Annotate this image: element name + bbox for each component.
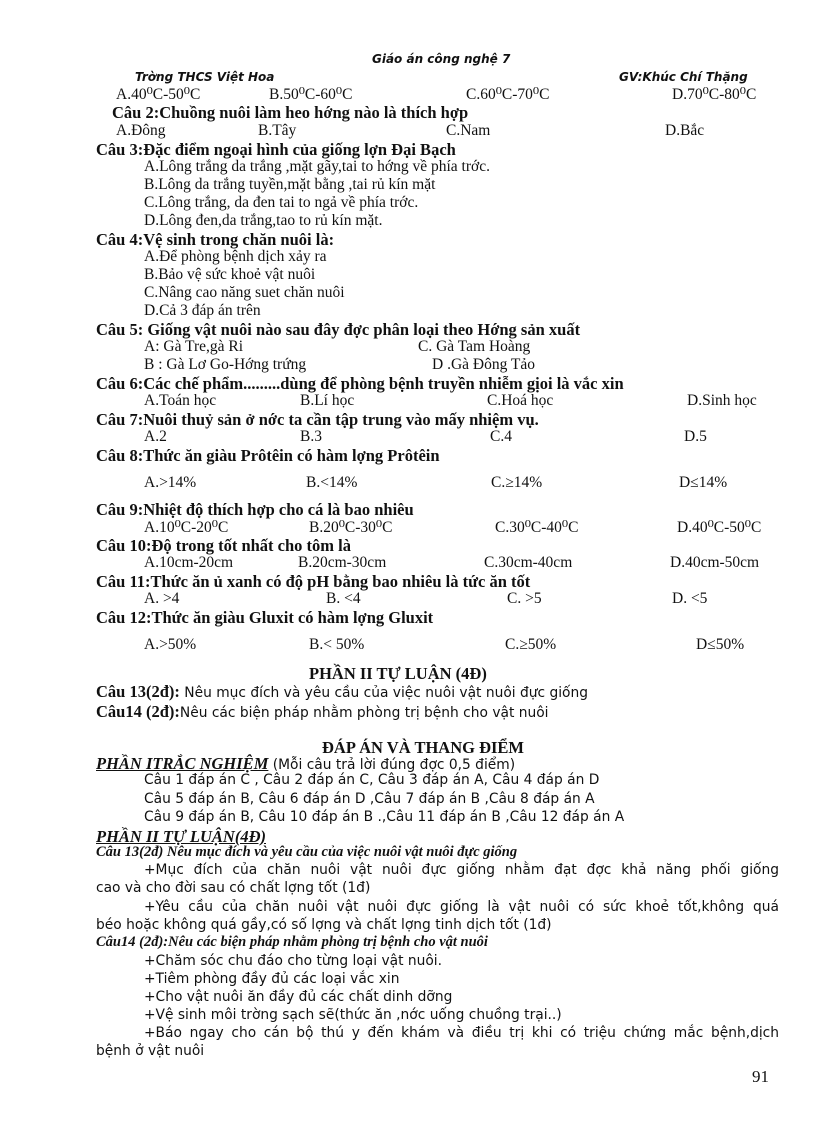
- answers-q13-heading: Câu 13(2đ) Nêu mục đích và yêu cầu của việc nuôi vật nuôi đực giống: [96, 844, 518, 860]
- q12-option-b: B.< 50%: [309, 636, 365, 653]
- q13-text: Nêu mục đích và yêu cầu của việc nuôi vật nuôi đực giống: [179, 685, 588, 701]
- answers-q14-item-4: +Vệ sinh môi trờng sạch sẽ(thức ăn ,nớc uống chuồng trại..): [144, 1007, 562, 1023]
- q2-option-b: B.Tây: [258, 122, 297, 139]
- q1-option-b: B.50⁰C-60⁰C: [269, 86, 353, 103]
- q3-option-d: D.Lông đen,da trắng,tao to rủ kín mặt.: [144, 212, 383, 229]
- q8-option-b: B.<14%: [306, 474, 358, 491]
- question-3: Câu 3:Đặc điểm ngoại hình của giống lợn Đại Bạch: [96, 140, 456, 159]
- answers-part1-line-1: Câu 1 đáp án C , Câu 2 đáp án C, Câu 3 đáp án A, Câu 4 đáp án D: [144, 772, 600, 788]
- q3-option-b: B.Lông da trắng tuyền,mặt bằng ,tai rủ kín mặt: [144, 176, 436, 193]
- q6-option-d: D.Sinh học: [687, 392, 757, 409]
- q10-option-a: A.10cm-20cm: [144, 554, 234, 571]
- answers-part2-label: PHẦN II TỰ LUẬN(4Đ): [96, 827, 266, 846]
- q11-option-d: D. <5: [672, 590, 708, 607]
- q13-label: Câu 13(2đ):: [96, 682, 180, 701]
- q7-option-d: D.5: [684, 428, 707, 445]
- q6-option-c: C.Hoá học: [487, 392, 554, 409]
- answers-part1-label: PHẦN ITRẮC NGHIỆM: [96, 754, 269, 773]
- q12-option-c: C.≥50%: [505, 636, 557, 653]
- q4-option-a: A.Để phòng bệnh dịch xảy ra: [144, 248, 327, 265]
- q7-option-a: A.2: [144, 428, 167, 445]
- question-12: Câu 12:Thức ăn giàu Gluxit có hàm lợng Gluxit: [96, 608, 434, 627]
- q5-option-c: C. Gà Tam Hoàng: [418, 338, 531, 355]
- answers-q13-purpose-line-2: cao và cho đời sau có chất lợng tốt (1đ): [96, 880, 371, 896]
- q2-option-a: A.Đông: [116, 122, 166, 139]
- q1-option-d: D.70⁰C-80⁰C: [672, 86, 757, 103]
- q9-option-c: C.30⁰C-40⁰C: [495, 519, 579, 536]
- question-11: Câu 11:Thức ăn ủ xanh có độ pH bằng bao nhiêu là tức ăn tốt: [96, 572, 531, 591]
- answers-q14-item-1: +Chăm sóc chu đáo cho từng loại vật nuôi.: [144, 953, 443, 969]
- q9-option-d: D.40⁰C-50⁰C: [677, 519, 762, 536]
- q6-option-b: B.Lí học: [300, 392, 355, 409]
- part2-q14: [96, 702, 549, 722]
- q6-option-a: A.Toán học: [144, 392, 217, 409]
- part2-q13: [96, 682, 588, 702]
- q10-option-b: B.20cm-30cm: [298, 554, 387, 571]
- question-4: Câu 4:Vệ sinh trong chăn nuôi là:: [96, 230, 335, 249]
- q3-option-c: C.Lông trắng, da đen tai to ngả về phía trớc.: [144, 194, 419, 211]
- answers-q14-item-5-line-1: +Báo ngay cho cán bộ thú y đến khám và điều trị khi có triệu chứng mắc bệnh,dịch: [144, 1025, 779, 1041]
- answers-q14-heading: Câu14 (2đ):Nêu các biện pháp nhằm phòng trị bệnh cho vật nuôi: [96, 934, 488, 950]
- q11-option-c: C. >5: [507, 590, 542, 607]
- q5-option-b: B : Gà Lơ Go-Hớng trứng: [144, 356, 307, 373]
- q8-option-a: A.>14%: [144, 474, 197, 491]
- q12-option-d: D≤50%: [696, 636, 745, 653]
- question-9: Câu 9:Nhiệt độ thích hợp cho cá là bao nhiêu: [96, 500, 414, 519]
- q2-option-c: C.Nam: [446, 122, 491, 139]
- q14-text: Nêu các biện pháp nhằm phòng trị bệnh cho vật nuôi: [179, 705, 549, 721]
- header-school: Trờng THCS Việt Hoa: [135, 70, 275, 84]
- header-teacher: GV:Khúc Chí Thặng: [619, 70, 748, 84]
- q11-option-a: A. >4: [144, 590, 180, 607]
- q2-option-d: D.Bắc: [665, 122, 705, 139]
- q14-label: Câu14 (2đ):: [96, 702, 180, 721]
- q4-option-c: C.Nâng cao năng suet chăn nuôi: [144, 284, 345, 301]
- q1-option-c: C.60⁰C-70⁰C: [466, 86, 550, 103]
- question-2: Câu 2:Chuồng nuôi làm heo hớng nào là thích hợp: [112, 103, 469, 122]
- q10-option-c: C.30cm-40cm: [484, 554, 573, 571]
- header-title: Giáo án công nghệ 7: [372, 52, 511, 66]
- page-number: 91: [752, 1067, 769, 1086]
- q8-option-d: D≤14%: [679, 474, 728, 491]
- answers-q13-requirement-line-1: +Yêu cầu của chăn nuôi vật nuôi đực giống là vật nuôi có sức khoẻ tốt,không quá: [144, 899, 779, 915]
- answers-part1-note: (Mỗi câu trả lời đúng đợc 0,5 điểm): [268, 757, 516, 773]
- q12-option-a: A.>50%: [144, 636, 197, 653]
- q10-option-d: D.40cm-50cm: [670, 554, 760, 571]
- answers-heading: ĐÁP ÁN VÀ THANG ĐIỂM: [322, 738, 524, 757]
- q4-option-b: B.Bảo vệ sức khoẻ vật nuôi: [144, 266, 316, 283]
- question-10: Câu 10:Độ trong tốt nhất cho tôm là: [96, 536, 351, 555]
- answers-q13-purpose-line-1: +Mục đích của chăn nuôi vật nuôi đực giống nhằm đạt đợc khả năng phối giống: [144, 862, 779, 878]
- q8-option-c: C.≥14%: [491, 474, 543, 491]
- part2-heading: PHẦN II TỰ LUẬN (4Đ): [309, 664, 487, 683]
- q4-option-d: D.Cả 3 đáp án trên: [144, 302, 261, 319]
- answers-q14-item-3: +Cho vật nuôi ăn đầy đủ các chất dinh dỡng: [144, 989, 453, 1005]
- answers-q14-item-2: +Tiêm phòng đầy đủ các loại vắc xin: [144, 971, 400, 987]
- q1-option-a: A.40⁰C-50⁰C: [116, 86, 201, 103]
- q11-option-b: B. <4: [326, 590, 361, 607]
- answers-part1-header: [96, 754, 515, 774]
- answers-part1-line-3: Câu 9 đáp án B, Câu 10 đáp án B .,Câu 11 đáp án B ,Câu 12 đáp án A: [144, 809, 625, 825]
- answers-q13-requirement-line-2: béo hoặc không quá gầy,có số lợng và chất lợng tinh dịch tốt (1đ): [96, 917, 552, 933]
- q9-option-a: A.10⁰C-20⁰C: [144, 519, 229, 536]
- answers-part1-line-2: Câu 5 đáp án B, Câu 6 đáp án D ,Câu 7 đáp án B ,Câu 8 đáp án A: [144, 791, 595, 807]
- q5-option-d: D .Gà Đông Tảo: [432, 356, 536, 373]
- q3-option-a: A.Lông trắng da trắng ,mặt gãy,tai to hớng về phía trớc.: [144, 158, 490, 175]
- q9-option-b: B.20⁰C-30⁰C: [309, 519, 393, 536]
- question-8: Câu 8:Thức ăn giàu Prôtêin có hàm lợng Prôtêin: [96, 446, 440, 465]
- question-7: Câu 7:Nuôi thuỷ sản ở nớc ta cần tập trung vào mấy nhiệm vụ.: [96, 410, 539, 429]
- answers-q14-item-5-line-2: bệnh ở vật nuôi: [96, 1043, 205, 1059]
- question-5: Câu 5: Giống vật nuôi nào sau đây đợc phân loại theo Hớng sản xuất: [96, 320, 581, 339]
- q7-option-b: B.3: [300, 428, 322, 445]
- q7-option-c: C.4: [490, 428, 512, 445]
- question-6: Câu 6:Các chế phẩm.........dùng để phòng bệnh truyền nhiễm gịoi là vắc xin: [96, 374, 624, 393]
- q5-option-a: A: Gà Tre,gà Ri: [144, 338, 244, 355]
